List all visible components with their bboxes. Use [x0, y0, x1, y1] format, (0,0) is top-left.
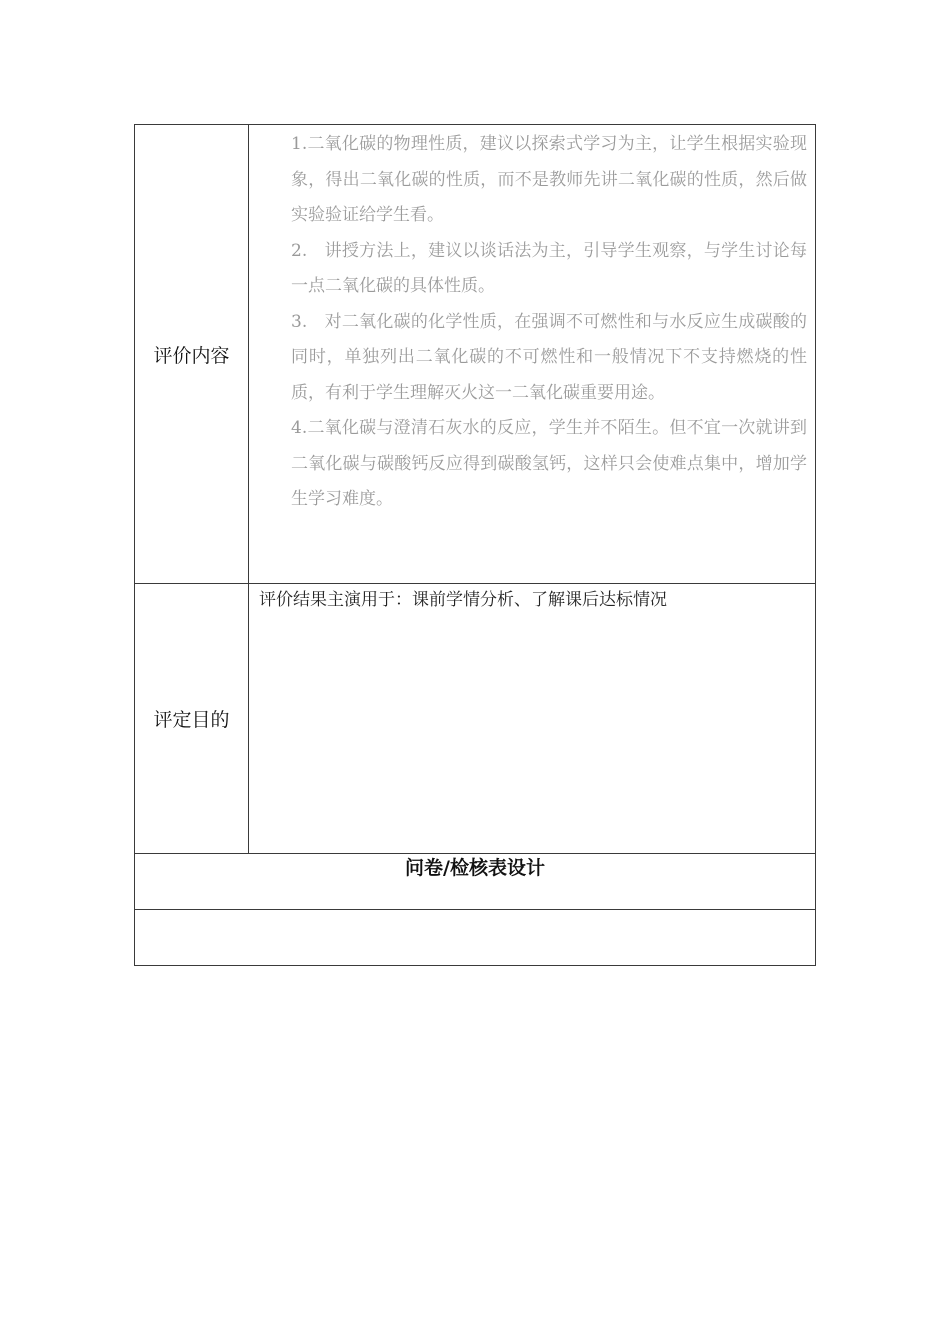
questionnaire-body-row [135, 910, 816, 966]
questionnaire-body [135, 910, 816, 966]
content-item-4: 4.二氧化碳与澄清石灰水的反应，学生并不陌生。但不宜一次就讲到二氧化碳与碳酸钙反应得到碳酸氢钙，这样只会使难点集中，增加学生学习难度。 [291, 418, 807, 509]
content-row [135, 125, 816, 584]
questionnaire-header: 问卷/检核表设计 [135, 854, 816, 910]
content-item-1: 1.二氧化碳的物理性质，建议以探索式学习为主，让学生根据实验现象，得出二氧化碳的性质，而不是教师先讲二氧化碳的性质，然后做实验验证给学生看。 [291, 134, 807, 225]
content-label: 评价内容 [135, 125, 249, 584]
content-item-2: 2. 讲授方法上，建议以谈话法为主，引导学生观察，与学生讨论每一点二氧化碳的具体性质。 [291, 240, 807, 296]
purpose-row [135, 584, 816, 854]
content-text [249, 125, 816, 584]
questionnaire-header-row [135, 854, 816, 910]
purpose-label: 评定目的 [135, 584, 249, 854]
evaluation-table [134, 124, 816, 966]
content-item-3: 3. 对二氧化碳的化学性质，在强调不可燃性和与水反应生成碳酸的同时，单独列出二氧化碳的不可燃性和一般情况下不支持燃烧的性质，有利于学生理解灭火这一二氧化碳重要用途。 [291, 311, 807, 403]
purpose-text: 评价结果主演用于：课前学情分析、了解课后达标情况 [249, 584, 816, 854]
